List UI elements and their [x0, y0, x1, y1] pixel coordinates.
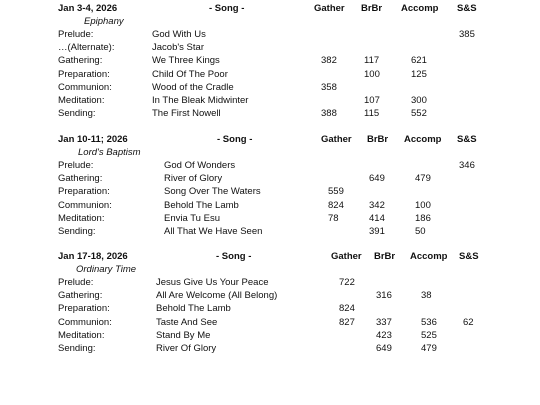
song-title: Child Of The Poor	[152, 68, 228, 80]
song-title: God Of Wonders	[164, 160, 236, 172]
liturgy-part: Prelude:	[58, 29, 94, 41]
brbr-number: 649	[369, 173, 385, 185]
liturgy-part: …(Alternate):	[58, 42, 115, 54]
song-row	[0, 108, 540, 120]
week-header-row	[0, 134, 540, 146]
liturgy-part: Meditation:	[58, 212, 105, 224]
song-row	[0, 29, 540, 41]
liturgy-part: Preparation:	[58, 186, 110, 198]
ss-number: 62	[463, 316, 474, 328]
song-title: Behold The Lamb	[164, 199, 239, 211]
brbr-column-header: BrBr	[361, 3, 383, 14]
occasion-row	[0, 147, 540, 159]
song-row	[0, 173, 540, 185]
accomp-number: 50	[415, 225, 426, 237]
song-title: Behold The Lamb	[156, 303, 231, 315]
song-row	[0, 186, 540, 198]
song-title: River Of Glory	[156, 342, 217, 354]
song-row	[0, 200, 540, 212]
brbr-number: 391	[369, 225, 385, 237]
song-row	[0, 55, 540, 67]
gather-number: 824	[328, 199, 344, 211]
song-row	[0, 213, 540, 225]
accomp-number: 621	[411, 55, 427, 67]
brbr-number: 649	[376, 342, 392, 354]
liturgical-occasion: Lord's Baptism	[78, 147, 141, 159]
song-row	[0, 160, 540, 172]
liturgy-part: Prelude:	[58, 277, 94, 289]
occasion-row	[0, 16, 540, 28]
song-title: The First Nowell	[152, 107, 221, 119]
occasion-row	[0, 264, 540, 276]
brbr-column-header: BrBr	[367, 134, 389, 145]
accomp-number: 186	[415, 212, 431, 224]
gather-number: 824	[339, 303, 355, 315]
accomp-number: 100	[415, 199, 431, 211]
song-row	[0, 317, 540, 329]
liturgy-part: Meditation:	[58, 94, 105, 106]
accomp-number: 300	[411, 94, 427, 106]
accomp-number: 479	[415, 173, 431, 185]
brbr-number: 100	[364, 68, 380, 80]
song-column-header: - Song -	[209, 3, 245, 14]
song-title: Jesus Give Us Your Peace	[156, 277, 269, 289]
song-row	[0, 82, 540, 94]
accomp-number: 536	[421, 316, 437, 328]
song-title: Taste And See	[156, 316, 218, 328]
accomp-number: 552	[411, 107, 427, 119]
liturgy-part: Gathering:	[58, 173, 103, 185]
week-date: Jan 17-18, 2026	[58, 251, 128, 262]
ss-number: 385	[459, 29, 475, 41]
accomp-column-header: Accomp	[410, 251, 448, 262]
ss-column-header: S&S	[459, 251, 479, 262]
accomp-column-header: Accomp	[401, 3, 439, 14]
song-title: Song Over The Waters	[164, 186, 261, 198]
gather-number: 388	[321, 107, 337, 119]
song-title: All Are Welcome (All Belong)	[156, 290, 278, 302]
gather-number: 722	[339, 277, 355, 289]
liturgy-part: Sending:	[58, 342, 96, 354]
week-date: Jan 10-11; 2026	[58, 134, 128, 145]
liturgy-part: Preparation:	[58, 303, 110, 315]
liturgical-occasion: Ordinary Time	[76, 264, 137, 276]
liturgy-part: Sending:	[58, 107, 96, 119]
brbr-number: 117	[364, 55, 380, 67]
brbr-number: 115	[364, 107, 380, 119]
song-title: Jacob's Star	[152, 42, 204, 54]
song-row	[0, 95, 540, 107]
ss-column-header: S&S	[457, 134, 477, 145]
brbr-number: 414	[369, 212, 385, 224]
brbr-column-header: BrBr	[374, 251, 396, 262]
song-row	[0, 226, 540, 238]
gather-column-header: Gather	[331, 251, 362, 262]
liturgy-part: Meditation:	[58, 329, 105, 341]
song-column-header: - Song -	[217, 134, 253, 145]
song-row	[0, 343, 540, 355]
gather-number: 827	[339, 316, 355, 328]
accomp-number: 479	[421, 342, 437, 354]
brbr-number: 337	[376, 316, 392, 328]
song-title: All That We Have Seen	[164, 225, 263, 237]
week-date: Jan 3-4, 2026	[58, 3, 118, 14]
song-title: Envia Tu Esu	[164, 212, 220, 224]
song-title: Wood of the Cradle	[152, 81, 234, 93]
liturgy-part: Preparation:	[58, 68, 110, 80]
gather-number: 382	[321, 55, 337, 67]
accomp-number: 125	[411, 68, 427, 80]
song-title: In The Bleak Midwinter	[152, 94, 249, 106]
liturgy-part: Communion:	[58, 81, 112, 93]
song-row	[0, 69, 540, 81]
week-header-row	[0, 3, 540, 15]
brbr-number: 342	[369, 199, 385, 211]
gather-number: 78	[328, 212, 339, 224]
accomp-number: 525	[421, 329, 437, 341]
song-row	[0, 277, 540, 289]
accomp-column-header: Accomp	[404, 134, 442, 145]
song-row	[0, 330, 540, 342]
ss-number: 346	[459, 160, 475, 172]
liturgy-part: Communion:	[58, 199, 112, 211]
week-header-row	[0, 251, 540, 263]
liturgy-part: Communion:	[58, 316, 112, 328]
song-title: We Three Kings	[152, 55, 220, 67]
brbr-number: 107	[364, 94, 380, 106]
song-title: River of Glory	[164, 173, 223, 185]
liturgy-part: Sending:	[58, 225, 96, 237]
gather-column-header: Gather	[314, 3, 345, 14]
ss-column-header: S&S	[457, 3, 477, 14]
brbr-number: 316	[376, 290, 392, 302]
brbr-number: 423	[376, 329, 392, 341]
gather-column-header: Gather	[321, 134, 352, 145]
gather-number: 559	[328, 186, 344, 198]
liturgy-part: Gathering:	[58, 55, 103, 67]
song-title: Stand By Me	[156, 329, 211, 341]
liturgy-part: Prelude:	[58, 160, 94, 172]
liturgy-part: Gathering:	[58, 290, 103, 302]
accomp-number: 38	[421, 290, 432, 302]
gather-number: 358	[321, 81, 337, 93]
song-row	[0, 42, 540, 54]
liturgical-occasion: Epiphany	[84, 16, 124, 28]
song-column-header: - Song -	[216, 251, 252, 262]
song-title: God With Us	[152, 29, 206, 41]
song-row	[0, 290, 540, 302]
song-row	[0, 303, 540, 315]
